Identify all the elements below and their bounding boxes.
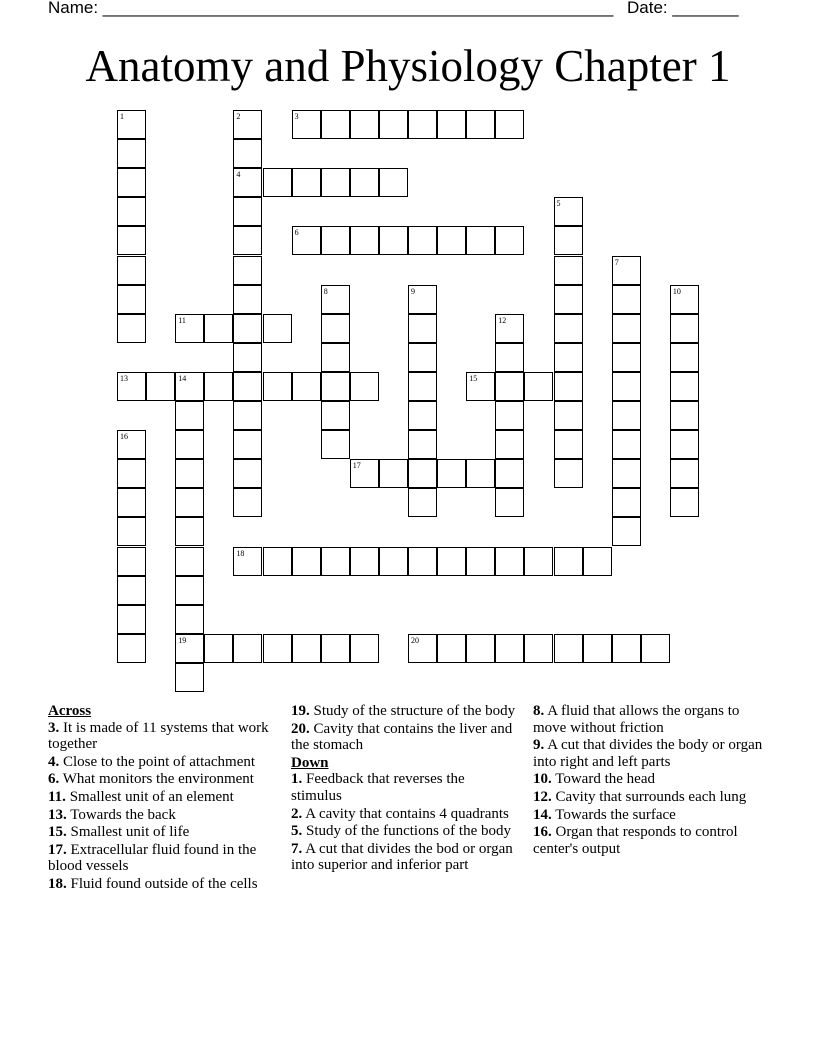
grid-cell[interactable]	[233, 488, 262, 517]
clue-across-4: 4. Close to the point of attachment	[48, 753, 256, 770]
grid-cell[interactable]	[117, 110, 146, 139]
grid-cell[interactable]	[495, 547, 524, 576]
clue-number-label: 16	[120, 432, 128, 442]
grid-cell[interactable]	[554, 314, 583, 343]
clue-number-label: 14	[178, 373, 187, 383]
grid-cell[interactable]	[233, 285, 262, 314]
grid-cell[interactable]	[612, 314, 641, 343]
grid-cell[interactable]	[263, 634, 292, 663]
grid-cell[interactable]	[670, 430, 699, 459]
grid-cell[interactable]	[437, 459, 466, 488]
grid-cell[interactable]	[117, 430, 146, 459]
grid-cell[interactable]	[554, 372, 583, 401]
grid-cell[interactable]	[117, 168, 146, 197]
grid-cell[interactable]	[408, 488, 437, 517]
grid-cell[interactable]	[321, 634, 350, 663]
clue-number-label: 6	[294, 228, 299, 238]
grid-cell[interactable]	[233, 401, 262, 430]
grid-cell[interactable]	[495, 488, 524, 517]
grid-cell[interactable]	[612, 488, 641, 517]
grid-cell[interactable]	[117, 605, 146, 634]
clue-number-label: 3	[294, 112, 299, 121]
grid-cell[interactable]	[379, 226, 408, 255]
down-heading: Down	[291, 754, 329, 771]
grid-cell[interactable]	[292, 634, 321, 663]
grid-cell[interactable]	[233, 139, 262, 168]
grid-cell[interactable]	[175, 430, 204, 459]
grid-cell[interactable]	[233, 197, 262, 226]
clue-number-label: 17	[352, 461, 361, 471]
grid-cell[interactable]	[350, 547, 379, 576]
grid-cell[interactable]	[524, 547, 553, 576]
clue-across-11: 11. Smallest unit of an element	[48, 788, 234, 805]
grid-cell[interactable]	[117, 197, 146, 226]
grid-cell[interactable]	[321, 547, 350, 576]
grid-cell[interactable]	[117, 547, 146, 576]
grid-cell[interactable]	[379, 459, 408, 488]
grid-cell[interactable]	[292, 547, 321, 576]
grid-cell[interactable]	[175, 663, 204, 692]
grid-cell[interactable]	[612, 634, 641, 663]
grid-cell[interactable]	[321, 372, 350, 401]
clue-down-1: 1. Feedback that reverses the stimulus	[291, 771, 465, 804]
clue-number-label: 10	[672, 286, 681, 296]
clue-across-15: 15. Smallest unit of life	[48, 824, 190, 841]
grid-cell[interactable]	[379, 110, 408, 139]
grid-cell[interactable]	[350, 226, 379, 255]
grid-cell[interactable]	[408, 343, 437, 372]
grid-cell[interactable]	[117, 517, 146, 546]
grid-cell[interactable]	[408, 110, 437, 139]
grid-cell[interactable]	[495, 226, 524, 255]
grid-cell[interactable]	[670, 459, 699, 488]
clue-number-label: 12	[498, 315, 507, 325]
grid-cell[interactable]	[204, 314, 233, 343]
grid-cell[interactable]	[495, 110, 524, 139]
grid-cell[interactable]	[321, 430, 350, 459]
grid-cell[interactable]	[408, 634, 437, 663]
clue-number-label: 15	[469, 373, 478, 383]
grid-cell[interactable]	[583, 634, 612, 663]
grid-cell[interactable]	[554, 634, 583, 663]
grid-cell[interactable]	[554, 343, 583, 372]
grid-cell[interactable]	[408, 547, 437, 576]
grid-cell[interactable]	[612, 517, 641, 546]
clue-number-label: 7	[614, 257, 619, 267]
grid-cell[interactable]	[466, 547, 495, 576]
grid-cell[interactable]	[554, 285, 583, 314]
grid-cell[interactable]	[117, 256, 146, 285]
grid-cell[interactable]	[117, 372, 146, 401]
grid-cell[interactable]	[321, 110, 350, 139]
grid-cell[interactable]	[670, 343, 699, 372]
name-field-label: Name: ______________________________________________________	[48, 0, 614, 17]
clue-number-label: 2	[236, 112, 241, 121]
grid-cell[interactable]	[233, 110, 262, 139]
grid-cell[interactable]	[204, 634, 233, 663]
grid-cell[interactable]	[263, 372, 292, 401]
grid-cell[interactable]	[263, 314, 292, 343]
grid-cell[interactable]	[408, 226, 437, 255]
grid-cell[interactable]	[670, 314, 699, 343]
grid-cell[interactable]	[437, 547, 466, 576]
grid-cell[interactable]	[175, 372, 204, 401]
grid-cell[interactable]	[524, 372, 553, 401]
grid-cell[interactable]	[117, 634, 146, 663]
grid-cell[interactable]	[321, 401, 350, 430]
grid-cell[interactable]	[292, 168, 321, 197]
grid-cell[interactable]	[670, 372, 699, 401]
grid-cell[interactable]	[408, 430, 437, 459]
grid-cell[interactable]	[612, 401, 641, 430]
clue-number-label: 5	[556, 199, 561, 209]
clue-column-3	[533, 703, 763, 858]
clue-number-label: 13	[120, 373, 128, 383]
grid-cell[interactable]	[117, 139, 146, 168]
grid-cell[interactable]	[408, 459, 437, 488]
grid-cell[interactable]	[117, 576, 146, 605]
grid-cell[interactable]	[554, 226, 583, 255]
clue-column-2	[291, 703, 516, 875]
clue-down-7: 7. A cut that divides the bod or organ into superior and inferior part	[291, 840, 513, 874]
grid-cell[interactable]	[350, 110, 379, 139]
clue-down-12: 12. Cavity that surrounds each lung	[533, 788, 747, 805]
grid-cell[interactable]	[146, 372, 175, 401]
grid-cell[interactable]	[117, 488, 146, 517]
grid-cell[interactable]	[175, 517, 204, 546]
grid-cell[interactable]	[204, 372, 233, 401]
grid-cell[interactable]	[175, 547, 204, 576]
grid-cell[interactable]	[233, 343, 262, 372]
grid-cell[interactable]	[233, 256, 262, 285]
grid-cell[interactable]	[612, 256, 641, 285]
grid-cell[interactable]	[466, 372, 495, 401]
grid-cell[interactable]	[350, 459, 379, 488]
grid-cell[interactable]	[117, 226, 146, 255]
grid-cell[interactable]	[117, 459, 146, 488]
clue-across-17: 17. Extracellular fluid found in the blood vessels	[48, 841, 257, 875]
page-title: Anatomy and Physiology Chapter 1	[85, 41, 731, 91]
grid-cell[interactable]	[233, 547, 262, 576]
grid-cell[interactable]	[175, 401, 204, 430]
grid-cell[interactable]	[641, 634, 670, 663]
grid-cell[interactable]	[670, 401, 699, 430]
grid-cell[interactable]	[408, 401, 437, 430]
grid-cell[interactable]	[321, 343, 350, 372]
clue-number-label: 20	[411, 635, 419, 645]
grid-cell[interactable]	[554, 459, 583, 488]
grid-cell[interactable]	[495, 314, 524, 343]
grid-cell[interactable]	[175, 314, 204, 343]
grid-cell[interactable]	[117, 314, 146, 343]
grid-cell[interactable]	[379, 547, 408, 576]
clue-down-5: 5. Study of the functions of the body	[291, 823, 511, 840]
grid-cell[interactable]	[495, 401, 524, 430]
grid-cell[interactable]	[233, 168, 262, 197]
clue-number-label: 4	[236, 170, 241, 180]
grid-cell[interactable]	[466, 634, 495, 663]
grid-cell[interactable]	[466, 226, 495, 255]
grid-cell[interactable]	[437, 110, 466, 139]
grid-cell[interactable]	[408, 372, 437, 401]
grid-cell[interactable]	[466, 110, 495, 139]
date-field-label: Date: _______	[627, 0, 739, 17]
grid-cell[interactable]	[524, 634, 553, 663]
grid-cell[interactable]	[292, 226, 321, 255]
clue-number-label: 11	[178, 315, 186, 325]
clue-across-19: 19. Study of the structure of the body	[291, 703, 516, 719]
clue-across-18: 18. Fluid found outside of the cells	[48, 875, 258, 892]
grid-cell[interactable]	[670, 285, 699, 314]
clue-down-2: 2. A cavity that contains 4 quadrants	[291, 805, 509, 822]
grid-cell[interactable]	[175, 634, 204, 663]
clue-number-label: 9	[411, 286, 415, 296]
grid-cell[interactable]	[379, 168, 408, 197]
grid-cell[interactable]	[233, 372, 262, 401]
grid-cell[interactable]	[612, 459, 641, 488]
grid-cell[interactable]	[495, 459, 524, 488]
grid-cell[interactable]	[495, 372, 524, 401]
clue-number-label: 18	[236, 548, 245, 558]
grid-cell[interactable]	[321, 314, 350, 343]
grid-cell[interactable]	[175, 488, 204, 517]
grid-cell[interactable]	[292, 372, 321, 401]
clue-column-1	[48, 703, 273, 894]
grid-cell[interactable]	[175, 459, 204, 488]
clue-across-13: 13. Towards the back	[48, 806, 176, 823]
grid-cell[interactable]	[233, 430, 262, 459]
grid-cell[interactable]	[321, 285, 350, 314]
grid-cell[interactable]	[233, 314, 262, 343]
grid-cell[interactable]	[612, 372, 641, 401]
clue-down-10: 10. Toward the head	[533, 771, 655, 788]
grid-cell[interactable]	[117, 285, 146, 314]
grid-cell[interactable]	[554, 547, 583, 576]
clue-across-20: 20. Cavity that contains the liver and the stomach	[291, 720, 513, 754]
grid-cell[interactable]	[233, 634, 262, 663]
grid-cell[interactable]	[612, 343, 641, 372]
clue-down-9: 9. A cut that divides the body or organ into right and left parts	[533, 737, 763, 770]
clue-number-label: 1	[120, 112, 124, 121]
grid-cell[interactable]	[670, 488, 699, 517]
grid-cell[interactable]	[233, 226, 262, 255]
clue-down-16: 16. Organ that responds to control center's output	[533, 824, 738, 857]
grid-cell[interactable]	[292, 110, 321, 139]
grid-cell[interactable]	[554, 401, 583, 430]
grid-cell[interactable]	[554, 256, 583, 285]
grid-cell[interactable]	[437, 634, 466, 663]
across-heading: Across	[48, 703, 92, 719]
grid-cell[interactable]	[495, 634, 524, 663]
grid-cell[interactable]	[233, 459, 262, 488]
grid-cell[interactable]	[263, 168, 292, 197]
grid-cell[interactable]	[263, 547, 292, 576]
grid-cell[interactable]	[437, 226, 466, 255]
grid-cell[interactable]	[408, 285, 437, 314]
grid-cell[interactable]	[495, 343, 524, 372]
grid-cell[interactable]	[350, 372, 379, 401]
grid-cell[interactable]	[175, 576, 204, 605]
clue-number-label: 8	[323, 286, 328, 296]
clue-number-label: 19	[178, 635, 187, 645]
clue-down-8: 8. A fluid that allows the organs to move without friction	[533, 703, 740, 736]
grid-cell[interactable]	[583, 547, 612, 576]
grid-cell[interactable]	[350, 634, 379, 663]
grid-cell[interactable]	[175, 605, 204, 634]
grid-cell[interactable]	[466, 459, 495, 488]
grid-cell[interactable]	[321, 168, 350, 197]
grid-cell[interactable]	[495, 430, 524, 459]
grid-cell[interactable]	[612, 430, 641, 459]
grid-cell[interactable]	[612, 285, 641, 314]
clue-across-6: 6. What monitors the environment	[48, 771, 254, 788]
grid-cell[interactable]	[350, 168, 379, 197]
clue-across-3: 3. It is made of 11 systems that work together	[48, 719, 269, 753]
grid-cell[interactable]	[554, 430, 583, 459]
clue-down-14: 14. Towards the surface	[533, 806, 676, 823]
grid-cell[interactable]	[408, 314, 437, 343]
grid-cell[interactable]	[321, 226, 350, 255]
grid-cell[interactable]	[554, 197, 583, 226]
